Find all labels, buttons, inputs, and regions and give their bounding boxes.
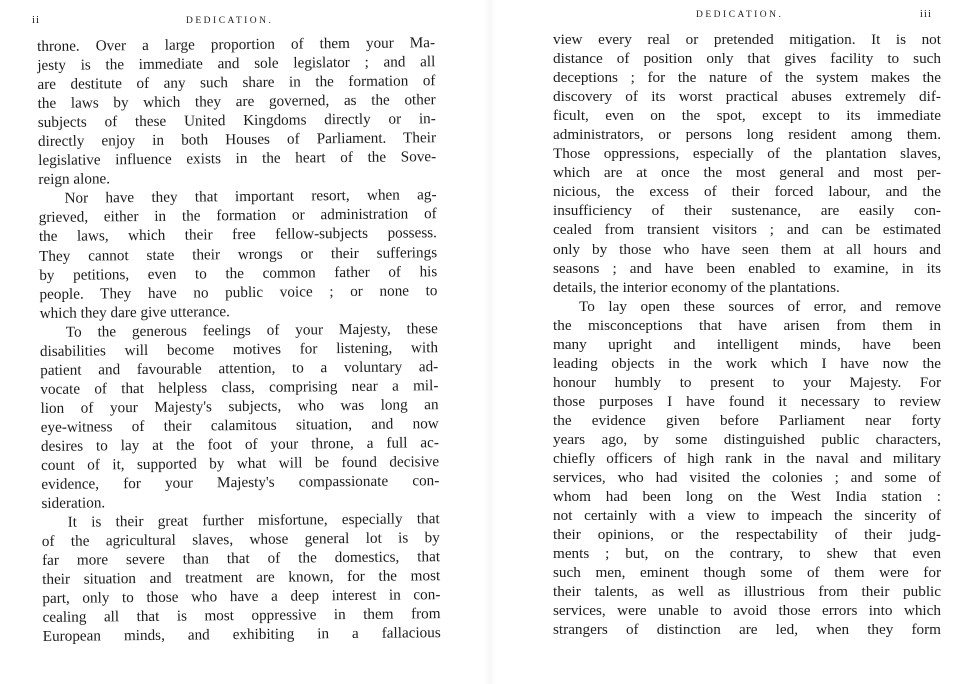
text-line: which are at once the most general and most per- [553, 164, 941, 182]
text-line: services, were unable to avoid those errors into which [553, 602, 941, 620]
text-line: administrators, or persons long resident among them. [553, 126, 941, 144]
text-line: jesty is the immediate and sole legislator ; and all [37, 53, 436, 75]
text-line: eye-witness of their calamitous situation, and now [40, 415, 439, 436]
text-line: their talents, as well as illustrious from their public [553, 583, 941, 601]
text-line: ments ; but, on the contrary, to shew that even [553, 545, 941, 563]
text-line: those purposes I have found it necessary to review [553, 392, 941, 410]
text-line: far more severe than that of the domestics, that [41, 548, 441, 570]
text-line: deceptions ; for the nature of the system makes the [553, 69, 941, 87]
text-line: Those oppressions, especially of the plantation slaves, [553, 145, 941, 163]
text-line: grieved, either in the formation or administration of [38, 205, 437, 227]
text-line: many upright and intelligent minds, have been [553, 335, 941, 353]
text-line: are destitute of any such share in the formation of [37, 72, 436, 94]
text-line: honour humbly to present to your Majesty. For [553, 373, 941, 391]
right-running-head: DEDICATION. [696, 10, 784, 20]
text-line: lion of your Majesty's subjects, who was long an [40, 396, 439, 417]
text-line: European minds, and exhibiting in a fallacious [42, 624, 441, 646]
right-page-body [553, 30, 941, 640]
text-line: patient and favourable attention, to a voluntary ad- [40, 357, 439, 379]
text-line: their opinions, or the respectability of their judg- [553, 526, 941, 544]
text-line: chiefly officers of high rank in the naval and military [553, 450, 941, 468]
text-line: details, the interior economy of the plantations. [553, 278, 840, 296]
text-line: Nor have they that important resort, when ag- [64, 186, 437, 208]
text-line: throne. Over a large proportion of them your Ma- [37, 34, 436, 55]
text-line: count of it, supported by what will be found decisive [41, 453, 440, 475]
text-line: To the generous feelings of your Majesty, these [65, 319, 438, 341]
text-line: disabilities will become motives for listening, with [39, 338, 439, 360]
text-line: desires to lay at the foot of your throne, a full ac- [40, 434, 439, 455]
text-line: by petitions, even to the common father of his [39, 262, 438, 284]
text-line: people. They have no public voice ; or none to [39, 281, 438, 303]
text-line: distance of position only that gives facility to such [553, 50, 941, 68]
text-line: only by those who have seen them at all hours and [553, 240, 941, 258]
text-line: ficult, even on the spot, except to its immediate [553, 107, 941, 125]
text-line: It is their great further misfortune, especially that [67, 510, 440, 531]
text-line: sideration. [41, 494, 106, 513]
text-line: which they dare give utterance. [39, 302, 230, 322]
text-line: reign alone. [38, 170, 111, 189]
text-line: of the agricultural slaves, whose general lot is by [41, 529, 440, 551]
text-line: cealed from transient visitors ; and can be estimated [553, 221, 941, 239]
text-line: the laws, which their free fellow-subjects possess. [38, 224, 437, 246]
text-line: years ago, by some distinguished public characters, [553, 430, 941, 448]
text-line: legislative influence exists in the heart of the Sove- [38, 148, 437, 170]
text-line: part, only to those who have a deep interest in con- [42, 586, 441, 608]
right-page [490, 0, 980, 684]
text-line: view every real or pretended mitigation. It is not [553, 31, 941, 48]
text-line: the laws by which they are governed, as the other [37, 91, 436, 113]
right-page-number: iii [919, 8, 932, 20]
text-line: their situation and treatment are known, for the most [42, 567, 441, 589]
text-line: whom had been long on the West India station : [553, 488, 941, 506]
text-line: leading objects in the work which I have now the [553, 354, 941, 372]
text-line: not certainly with a view to impeach the sincerity of [553, 507, 941, 525]
text-line: such men, eminent though some of them were for [553, 564, 941, 582]
text-line: services, who had visited the colonies ; and some of [553, 469, 941, 487]
text-line: nicious, the excess of their forced labour, and the [553, 183, 941, 201]
left-page-body [37, 33, 441, 646]
text-line: vocate of that helpless class, comprising near a mil- [40, 377, 439, 398]
text-line: insufficiency of their sustenance, are easily con- [553, 202, 941, 220]
text-line: strangers of distinction are led, when they form [553, 621, 941, 639]
left-running-head: DEDICATION. [186, 16, 274, 26]
left-page-header [0, 8, 490, 30]
right-page-header [490, 8, 980, 30]
text-line: directly enjoy in both Houses of Parliament. Their [37, 129, 437, 151]
text-line: the evidence given before Parliament near forty [553, 411, 941, 429]
text-line: the misconceptions that have arisen from them in [553, 316, 941, 334]
left-page-number: ii [32, 14, 41, 26]
text-line: seasons ; and have been enabled to examine, in its [553, 259, 941, 277]
text-line: To lay open these sources of error, and remove [579, 297, 941, 315]
text-line: subjects of these United Kingdoms directly or in- [37, 110, 436, 132]
text-line: discovery of its worst practical abuses extremely dif- [553, 88, 941, 106]
text-line: evidence, for your Majesty's compassionate con- [41, 472, 440, 494]
text-line: cealing all that is most oppressive in them from [42, 605, 441, 627]
text-line: They cannot state their wrongs or their sufferings [39, 243, 438, 265]
